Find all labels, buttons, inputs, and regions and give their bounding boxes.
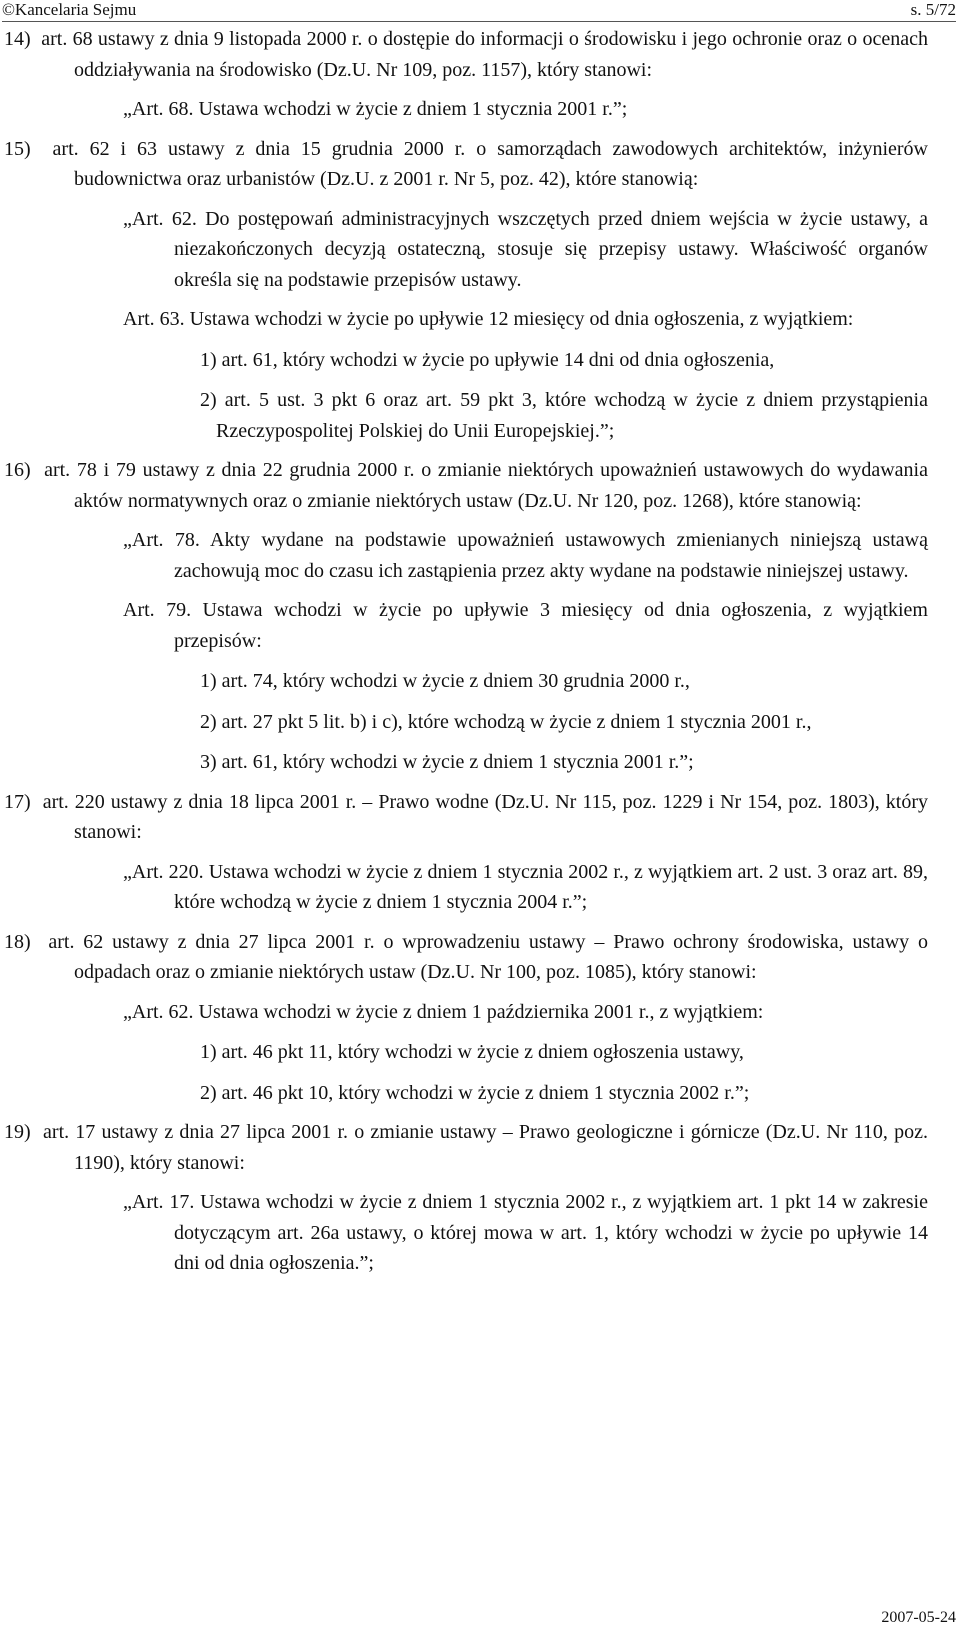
quoted-article-68: „Art. 68. Ustawa wchodzi w życie z dniem 1 stycznia 2001 r.”; <box>123 98 628 120</box>
sub-point-2: 2) art. 46 pkt 10, który wchodzi w życie z dniem 1 stycznia 2002 r.”; <box>200 1081 750 1104</box>
quoted-article-62: „Art. 62. Do postępowań administracyjnych wszczętych przed dniem wejścia w życie ustawy, a niezakończonych decyzją ostateczną, stosuje się przepisy ustawy. Właściwość organów określa się na podstawie przepisów ustawy. <box>123 207 928 291</box>
quoted-article-220: „Art. 220. Ustawa wchodzi w życie z dniem 1 stycznia 2002 r., z wyjątkiem art. 2 ust. 3 oraz art. 89, które wchodzą w życie z dniem 1 stycznia 2004 r.”; <box>123 860 928 913</box>
quoted-article-79: Art. 79. Ustawa wchodzi w życie po upływie 3 miesięcy od dnia ogłoszenia, z wyjątkiem przepisów: <box>123 599 928 652</box>
list-item-15: 15) art. 62 i 63 ustawy z dnia 15 grudnia 2000 r. o samorządach zawodowych architektów, inżynierów budownictwa oraz urbanistów (Dz.U. z 2001 r. Nr 5, poz. 42), które stanowią: <box>4 137 928 190</box>
quoted-article-78: „Art. 78. Akty wydane na podstawie upoważnień ustawowych zmienianych niniejszą ustawą zachowują moc do czasu ich zastąpienia przez akty wydane na podstawie niniejszej ustawy. <box>123 529 928 582</box>
document-body <box>0 24 960 1279</box>
sub-point-2: 2) art. 27 pkt 5 lit. b) i c), które wchodzą w życie z dniem 1 stycznia 2001 r., <box>200 710 812 733</box>
header-divider <box>2 21 956 22</box>
list-item-17: 17) art. 220 ustawy z dnia 18 lipca 2001 r. – Prawo wodne (Dz.U. Nr 115, poz. 1229 i Nr 154, poz. 1803), który stanowi: <box>4 790 928 843</box>
quoted-article-63: Art. 63. Ustawa wchodzi w życie po upływie 12 miesięcy od dnia ogłoszenia, z wyjątkiem: <box>123 308 854 330</box>
header-page-number: s. 5/72 <box>910 0 956 19</box>
sub-point-1: 1) art. 74, który wchodzi w życie z dniem 30 grudnia 2000 r., <box>200 670 690 692</box>
header-copyright: ©Kancelaria Sejmu <box>2 0 137 19</box>
list-item-18: 18) art. 62 ustawy z dnia 27 lipca 2001 r. o wprowadzeniu ustawy – Prawo ochrony środowiska, ustawy o odpadach oraz o zmianie niektórych ustaw (Dz.U. Nr 100, poz. 1085), który stanowi: <box>4 930 928 983</box>
sub-point-1: 1) art. 46 pkt 11, który wchodzi w życie z dniem ogłoszenia ustawy, <box>200 1041 744 1063</box>
quoted-article-17: „Art. 17. Ustawa wchodzi w życie z dniem 1 stycznia 2002 r., z wyjątkiem art. 1 pkt 14 w zakresie dotyczącym art. 26a ustawy, o której mowa w art. 1, który wchodzi w życie po upływie 14 dni od dnia ogłoszenia.”; <box>123 1191 928 1274</box>
list-item-16: 16) art. 78 i 79 ustawy z dnia 22 grudnia 2000 r. o zmianie niektórych upoważnień ustawowych do wydawania aktów normatywnych oraz o zmianie niektórych ustaw (Dz.U. Nr 120, poz. 1268), które stanowią: <box>4 459 928 512</box>
list-item-14: 14) art. 68 ustawy z dnia 9 listopada 2000 r. o dostępie do informacji o środowisku i jego ochronie oraz o ocenach oddziaływania na środowisko (Dz.U. Nr 109, poz. 1157), który stanowi: <box>4 28 928 81</box>
quoted-article-62: „Art. 62. Ustawa wchodzi w życie z dniem 1 października 2001 r., z wyjątkiem: <box>123 1000 764 1023</box>
sub-point-3: 3) art. 61, który wchodzi w życie z dniem 1 stycznia 2001 r.”; <box>200 751 694 773</box>
footer-date: 2007-05-24 <box>881 1609 956 1626</box>
sub-point-1: 1) art. 61, który wchodzi w życie po upływie 14 dni od dnia ogłoszenia, <box>200 348 775 371</box>
list-item-19: 19) art. 17 ustawy z dnia 27 lipca 2001 r. o zmianie ustawy – Prawo geologiczne i górnicze (Dz.U. Nr 110, poz. 1190), który stanowi: <box>4 1121 928 1174</box>
sub-point-2: 2) art. 5 ust. 3 pkt 6 oraz art. 59 pkt 3, które wchodzą w życie z dniem przystąpienia Rzeczypospolitej Polskiej do Unii Europejskiej.”; <box>200 389 928 442</box>
